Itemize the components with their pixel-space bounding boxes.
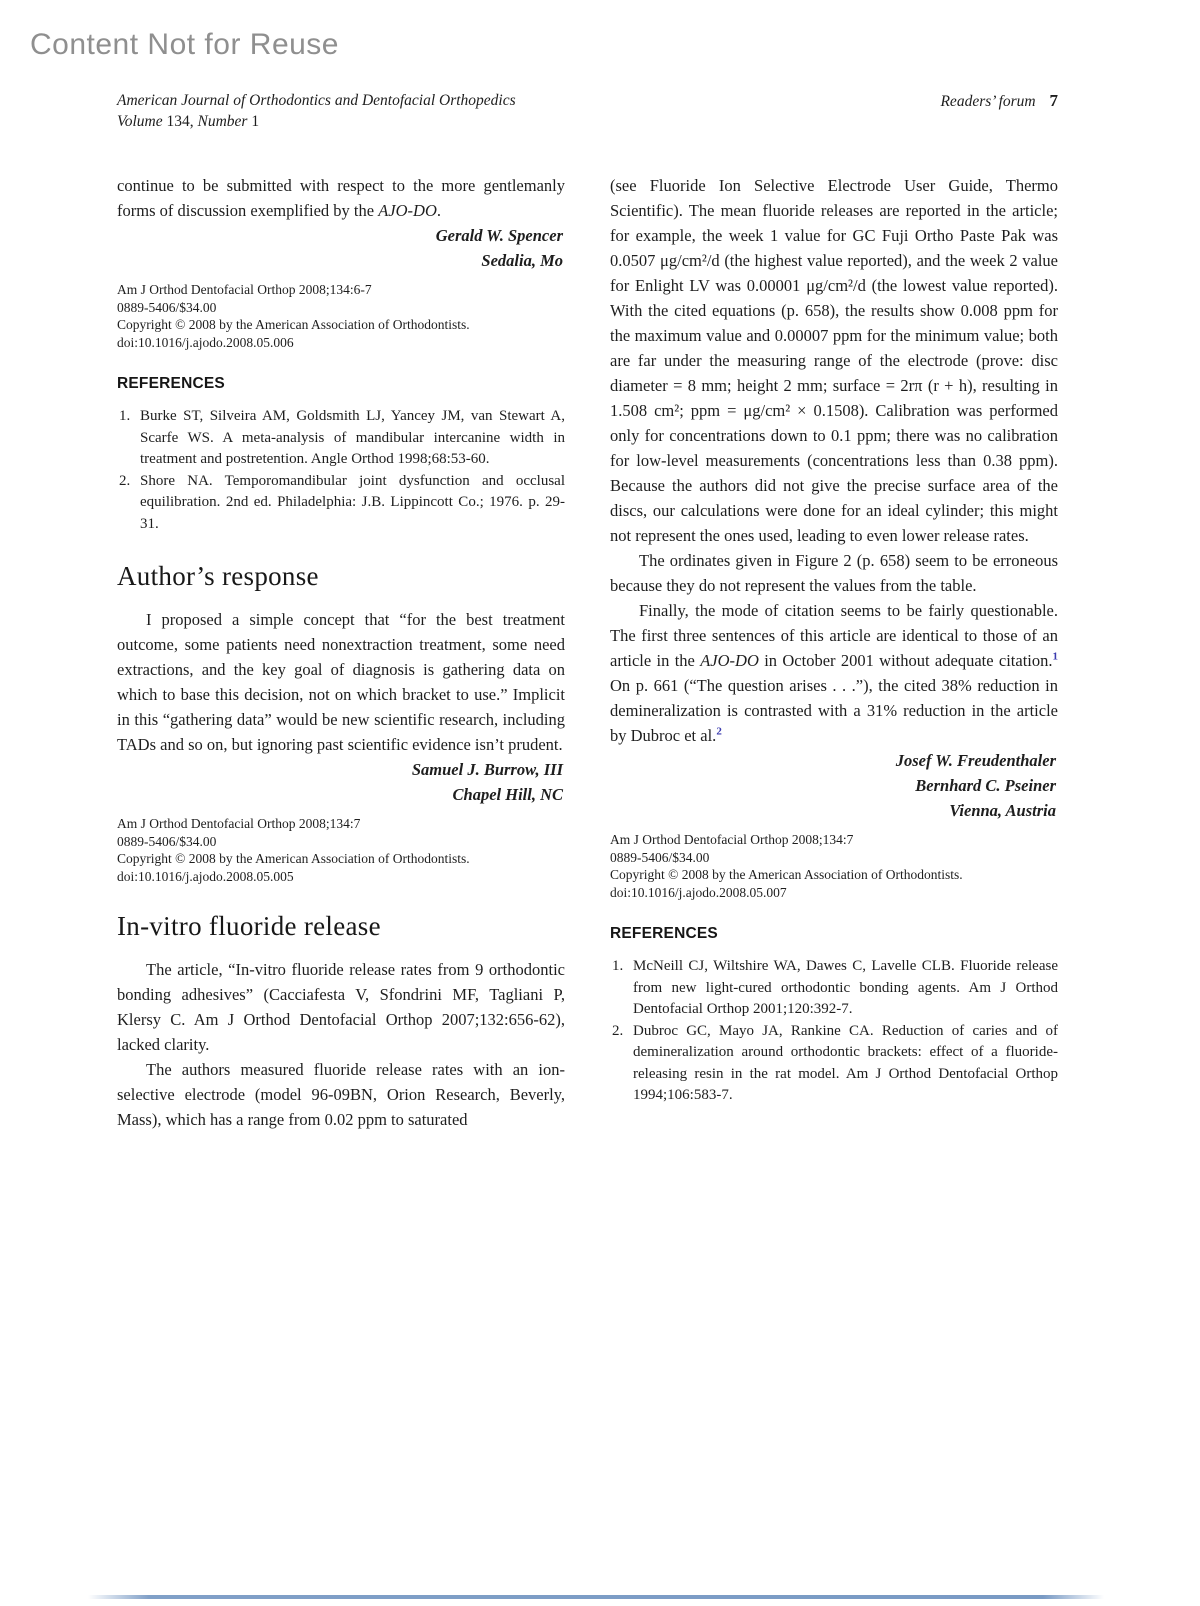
reference-number: 1. bbox=[119, 408, 131, 424]
signoff-name: Bernhard C. Pseiner bbox=[915, 776, 1056, 795]
ordinates-paragraph: The ordinates given in Figure 2 (p. 658) seem to be erroneous because they do not represent the values from the table. bbox=[610, 551, 1058, 595]
journal-title: American Journal of Orthodontics and Dentofacial Orthopedics bbox=[117, 92, 516, 109]
volume-issue-line bbox=[117, 111, 516, 132]
doi-line: doi:10.1016/j.ajodo.2008.05.006 bbox=[117, 334, 294, 350]
fluoride-continuation-paragraph: (see Fluoride Ion Selective Electrode User Guide, Thermo Scientific). The mean fluoride releases are reported in the article; for example, the week 1 value for GC Fuji Ortho Paste Pak was 0.0507 μg/cm²/d (the highest value reported), and the week 2 value for Enlight LV was 0.00001 μg/cm²/d (the lowest value reported). With the cited equations (p. 658), the results show 0.008 ppm for the maximum value and 0.00007 ppm for the minimum value; both are far under the measuring range of the electrode (prove: disc diameter = 8 mm; height 2 mm; surface = 2rπ (r + h), resulting in 1.508 cm²; ppm = μg/cm² × 0.1508). Calibration was performed only for concentrations down to 0.1 ppm; there was no calibration for low-level measurements (concentrations less than 0.38 ppm). Because the authors did not give the precise surface area of the discs, our calculations were done for an ideal cylinder; this might not represent the ones used, leading to even lower release rates. bbox=[610, 176, 1058, 545]
signoff-burrow bbox=[117, 757, 565, 807]
reference-text: McNeill CJ, Wiltshire WA, Dawes C, Lavelle CLB. Fluoride release from new light-cured orthodontic bonding agents. Am J Orthod Dentofacial Orthop 2001;120:392-7. bbox=[633, 958, 1058, 1017]
doi-line: doi:10.1016/j.ajodo.2008.05.005 bbox=[117, 868, 294, 884]
signoff-freudenthaler-pseiner bbox=[610, 748, 1058, 823]
signoff-location: Chapel Hill, NC bbox=[452, 785, 563, 804]
article-citation-block bbox=[610, 831, 1058, 901]
invitro-paragraph-1: The article, “In-vitro fluoride release rates from 9 orthodontic bonding adhesives” (Cacciafesta V, Sfondrini MF, Tagliani P, Klersy C. Am J Orthod Dentofacial Orthop 2007;132:656-62), lacked clarity. bbox=[117, 960, 565, 1054]
references-heading: REFERENCES bbox=[610, 925, 718, 942]
doi-line: doi:10.1016/j.ajodo.2008.05.007 bbox=[610, 884, 787, 900]
left-column bbox=[117, 173, 565, 1132]
references-heading: REFERENCES bbox=[117, 375, 225, 392]
section-heading-authors-response: Author’s response bbox=[117, 561, 319, 591]
paragraph-text: . bbox=[436, 201, 441, 220]
article-citation-block bbox=[117, 815, 565, 885]
reference-item bbox=[117, 471, 565, 536]
two-column-body bbox=[117, 173, 1058, 1132]
citation-line: Am J Orthod Dentofacial Orthop 2008;134:7 bbox=[117, 816, 361, 831]
authors-response-paragraph: I proposed a simple concept that “for the best treatment outcome, some patients need nonextraction treatment, some need extractions, and the key goal of diagnosis is gathering data on which to base this decision, not on which bracket to use.” Implicit in this “gathering data” would be new scientific research, including TADs and so on, but ignoring past scientific evidence isn’t prudent. bbox=[117, 610, 565, 754]
number-label: Number bbox=[197, 113, 248, 130]
signoff-location: Sedalia, Mo bbox=[481, 251, 563, 270]
reference-number: 2. bbox=[119, 472, 131, 489]
journal-abbrev-italic: AJO-DO bbox=[700, 651, 759, 670]
right-column bbox=[610, 173, 1058, 1132]
number-value: 1 bbox=[251, 113, 260, 130]
letter-continuation-paragraph bbox=[117, 173, 565, 223]
copyright-line: Copyright © 2008 by the American Association of Orthodontists. bbox=[117, 851, 470, 866]
volume-value: 134, bbox=[166, 113, 194, 130]
content-not-for-reuse-watermark: Content Not for Reuse bbox=[30, 28, 339, 61]
paragraph-text: in October 2001 without adequate citation. bbox=[758, 651, 1053, 670]
signoff-name: Gerald W. Spencer bbox=[435, 226, 563, 245]
signoff-spencer bbox=[117, 223, 565, 273]
paragraph-text: Finally, the mode of citation seems to be fairly questionable. The first three sentences of this article are identical to those of an article in the bbox=[610, 601, 1058, 670]
citation-ref-2[interactable]: 2 bbox=[716, 725, 722, 738]
reference-item bbox=[610, 956, 1058, 1021]
volume-label: Volume bbox=[117, 113, 163, 130]
copyright-line: Copyright © 2008 by the American Association of Orthodontists. bbox=[610, 867, 963, 882]
citation-line: Am J Orthod Dentofacial Orthop 2008;134:7 bbox=[610, 832, 854, 847]
issn-price-line: 0889-5406/$34.00 bbox=[117, 299, 217, 315]
reference-number: 2. bbox=[612, 1022, 624, 1039]
citation-line: Am J Orthod Dentofacial Orthop 2008;134:6-7 bbox=[117, 282, 372, 297]
journal-identification bbox=[117, 90, 516, 132]
reference-text: Burke ST, Silveira AM, Goldsmith LJ, Yancey JM, van Stewart A, Scarfe WS. A meta-analysis of mandibular intercanine width in treatment and postretention. Angle Orthod 1998;68:53-60. bbox=[140, 408, 565, 467]
citation-ref-1[interactable]: 1 bbox=[1052, 650, 1058, 663]
running-head bbox=[940, 90, 1058, 112]
paragraph-text: continue to be submitted with respect to the more gentlemanly forms of discussion exemplified by the bbox=[117, 176, 565, 220]
reference-number: 1. bbox=[612, 958, 624, 974]
reference-item bbox=[610, 1021, 1058, 1107]
paragraph-text: On p. 661 (“The question arises . . .”), the cited 38% reduction in demineralization is contrasted with a 31% reduction in the article by Dubroc et al. bbox=[610, 676, 1058, 745]
citation-mode-paragraph bbox=[610, 598, 1058, 748]
scan-artifact-line bbox=[88, 1595, 1104, 1599]
section-name: Readers’ forum bbox=[940, 93, 1036, 110]
journal-abbrev-italic: AJO-DO bbox=[378, 201, 437, 220]
page-header bbox=[117, 90, 1058, 132]
reference-text: Dubroc GC, Mayo JA, Rankine CA. Reduction of caries and of demineralization around orthodontic brackets: effect of a fluoride-releasing resin in the rat model. Am J Orthod Dentofacial Orthop 1994;106:583-7. bbox=[633, 1022, 1058, 1103]
signoff-location: Vienna, Austria bbox=[949, 801, 1056, 820]
reference-text: Shore NA. Temporomandibular joint dysfunction and occlusal equilibration. 2nd ed. Philadelphia: J.B. Lippincott Co.; 1976. p. 29-31. bbox=[140, 472, 565, 532]
copyright-line: Copyright © 2008 by the American Association of Orthodontists. bbox=[117, 317, 470, 332]
section-heading-invitro-fluoride: In-vitro fluoride release bbox=[117, 911, 381, 941]
page-number: 7 bbox=[1049, 91, 1058, 110]
signoff-name: Josef W. Freudenthaler bbox=[895, 751, 1056, 770]
reference-item bbox=[117, 406, 565, 471]
signoff-name: Samuel J. Burrow, III bbox=[411, 760, 563, 779]
issn-price-line: 0889-5406/$34.00 bbox=[117, 833, 217, 849]
article-citation-block bbox=[117, 281, 565, 351]
issn-price-line: 0889-5406/$34.00 bbox=[610, 849, 710, 865]
invitro-paragraph-2: The authors measured fluoride release rates with an ion-selective electrode (model 96-09BN, Orion Research, Beverly, Mass), which has a range from 0.02 ppm to saturated bbox=[117, 1060, 565, 1129]
